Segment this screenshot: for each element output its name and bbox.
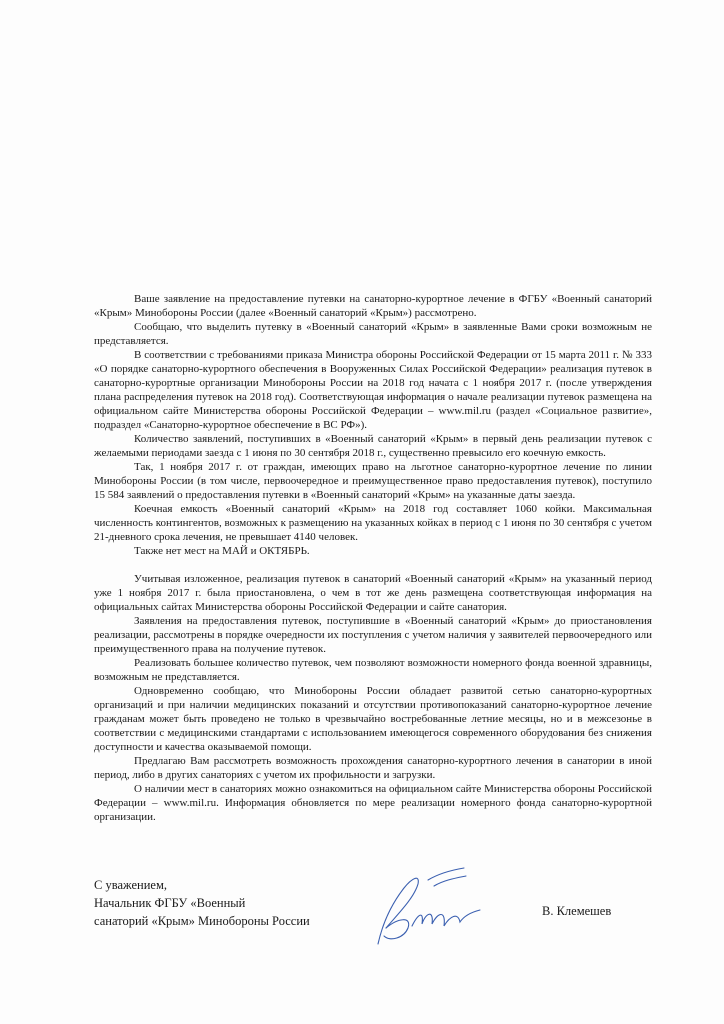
- letter-body: [94, 292, 652, 824]
- paragraph: Так, 1 ноября 2017 г. от граждан, имеющих право на льготное санаторно-курортное лечение по линии Минобороны России (в том числе, первоочередное и преимущественное право предоставления путевок), поступило 15 584 заявлений о предоставления путевки в «Военный санаторий «Крым» на указанные даты заезда.: [94, 461, 652, 501]
- paragraph: В соответствии с требованиями приказа Министра обороны Российской Федерации от 15 марта 2011 г. № 333 «О порядке санаторно-курортного обеспечения в Вооруженных Силах Российской Федерации» реализация путевок в санаторно-курортные организации Минобороны России на 2018 год начата с 1 ноября 2017 г. (после утверждения плана распределения путевок на 2018 год). Соответствующая информация о начале реализации путевок размещена на официальном сайте Министерства обороны Российской Федерации – www.mil.ru (раздел «Социальное развитие», подраздел «Санаторно-курортное обеспечение в ВС РФ»).: [94, 349, 652, 431]
- paragraph: Заявления на предоставления путевок, поступившие в «Военный санаторий «Крым» до приостановления реализации, рассмотрены в порядке очередности их поступления с учетом наличия у заявителей первоочередного или преимущественного права на получение путевок.: [94, 615, 652, 655]
- paragraph: Сообщаю, что выделить путевку в «Военный санаторий «Крым» в заявленные Вами сроки возможным не представляется.: [94, 321, 652, 347]
- paragraph: Реализовать большее количество путевок, чем позволяют возможности номерного фонда военной здравницы, возможным не представляется.: [94, 657, 652, 683]
- paragraph: Также нет мест на МАЙ и ОКТЯБРЬ.: [134, 545, 310, 557]
- signer-title: Начальник ФГБУ «Военный: [94, 896, 246, 910]
- paragraph: О наличии мест в санаториях можно ознакомиться на официальном сайте Министерства обороны Российской Федерации – www.mil.ru. Информация обновляется по мере реализации номерного фонда санаторно-курортной организации.: [94, 783, 652, 823]
- paragraph: Учитывая изложенное, реализация путевок в санаторий «Военный санаторий «Крым» на указанный период уже 1 ноября 2017 г. была приостановлена, о чем в тот же день размещена соответствующая информация на официальных сайтах Министерства обороны Российской Федерации и сайте санатория.: [94, 573, 652, 613]
- paragraph: Предлагаю Вам рассмотреть возможность прохождения санаторно-курортного лечения в санатории в иной период, либо в других санаториях с учетом их профильности и загрузки.: [94, 755, 652, 781]
- signer-name: В. Клемешев: [542, 904, 612, 918]
- paragraph: Количество заявлений, поступивших в «Военный санаторий «Крым» в первый день реализации путевок с желаемыми периодами заезда с 1 июня по 30 сентября 2018 г., существенно превысило его коечную емкость.: [94, 433, 652, 459]
- paragraph: Ваше заявление на предоставление путевки на санаторно-курортное лечение в ФГБУ «Военный санаторий «Крым» Минобороны России (далее «Военный санаторий «Крым») рассмотрено.: [94, 293, 652, 319]
- signer-title: санаторий «Крым» Минобороны России: [94, 914, 310, 928]
- handwritten-signature: [368, 866, 488, 950]
- closing-block: [94, 876, 310, 930]
- paragraph: Одновременно сообщаю, что Минобороны России обладает развитой сетью санаторно-курортных организаций и при наличии медицинских показаний и отсутствии противопоказаний санаторно-курортное лечение гражданам может быть проведено не только в чрезвычайно востребованные летние месяцы, но и в межсезонье в соответствии с медицинскими стандартами с использованием имеющегося современного оборудования без снижения доступности и качества оказываемой помощи.: [94, 685, 652, 753]
- paragraph: Коечная емкость «Военный санаторий «Крым» на 2018 год составляет 1060 койки. Максимальная численность контингентов, возможных к размещению на указанных койках в период с 1 июня по 30 сентября с учетом 21-дневного срока лечения, не превышает 4140 человек.: [94, 503, 652, 543]
- closing-salutation: С уважением,: [94, 878, 167, 892]
